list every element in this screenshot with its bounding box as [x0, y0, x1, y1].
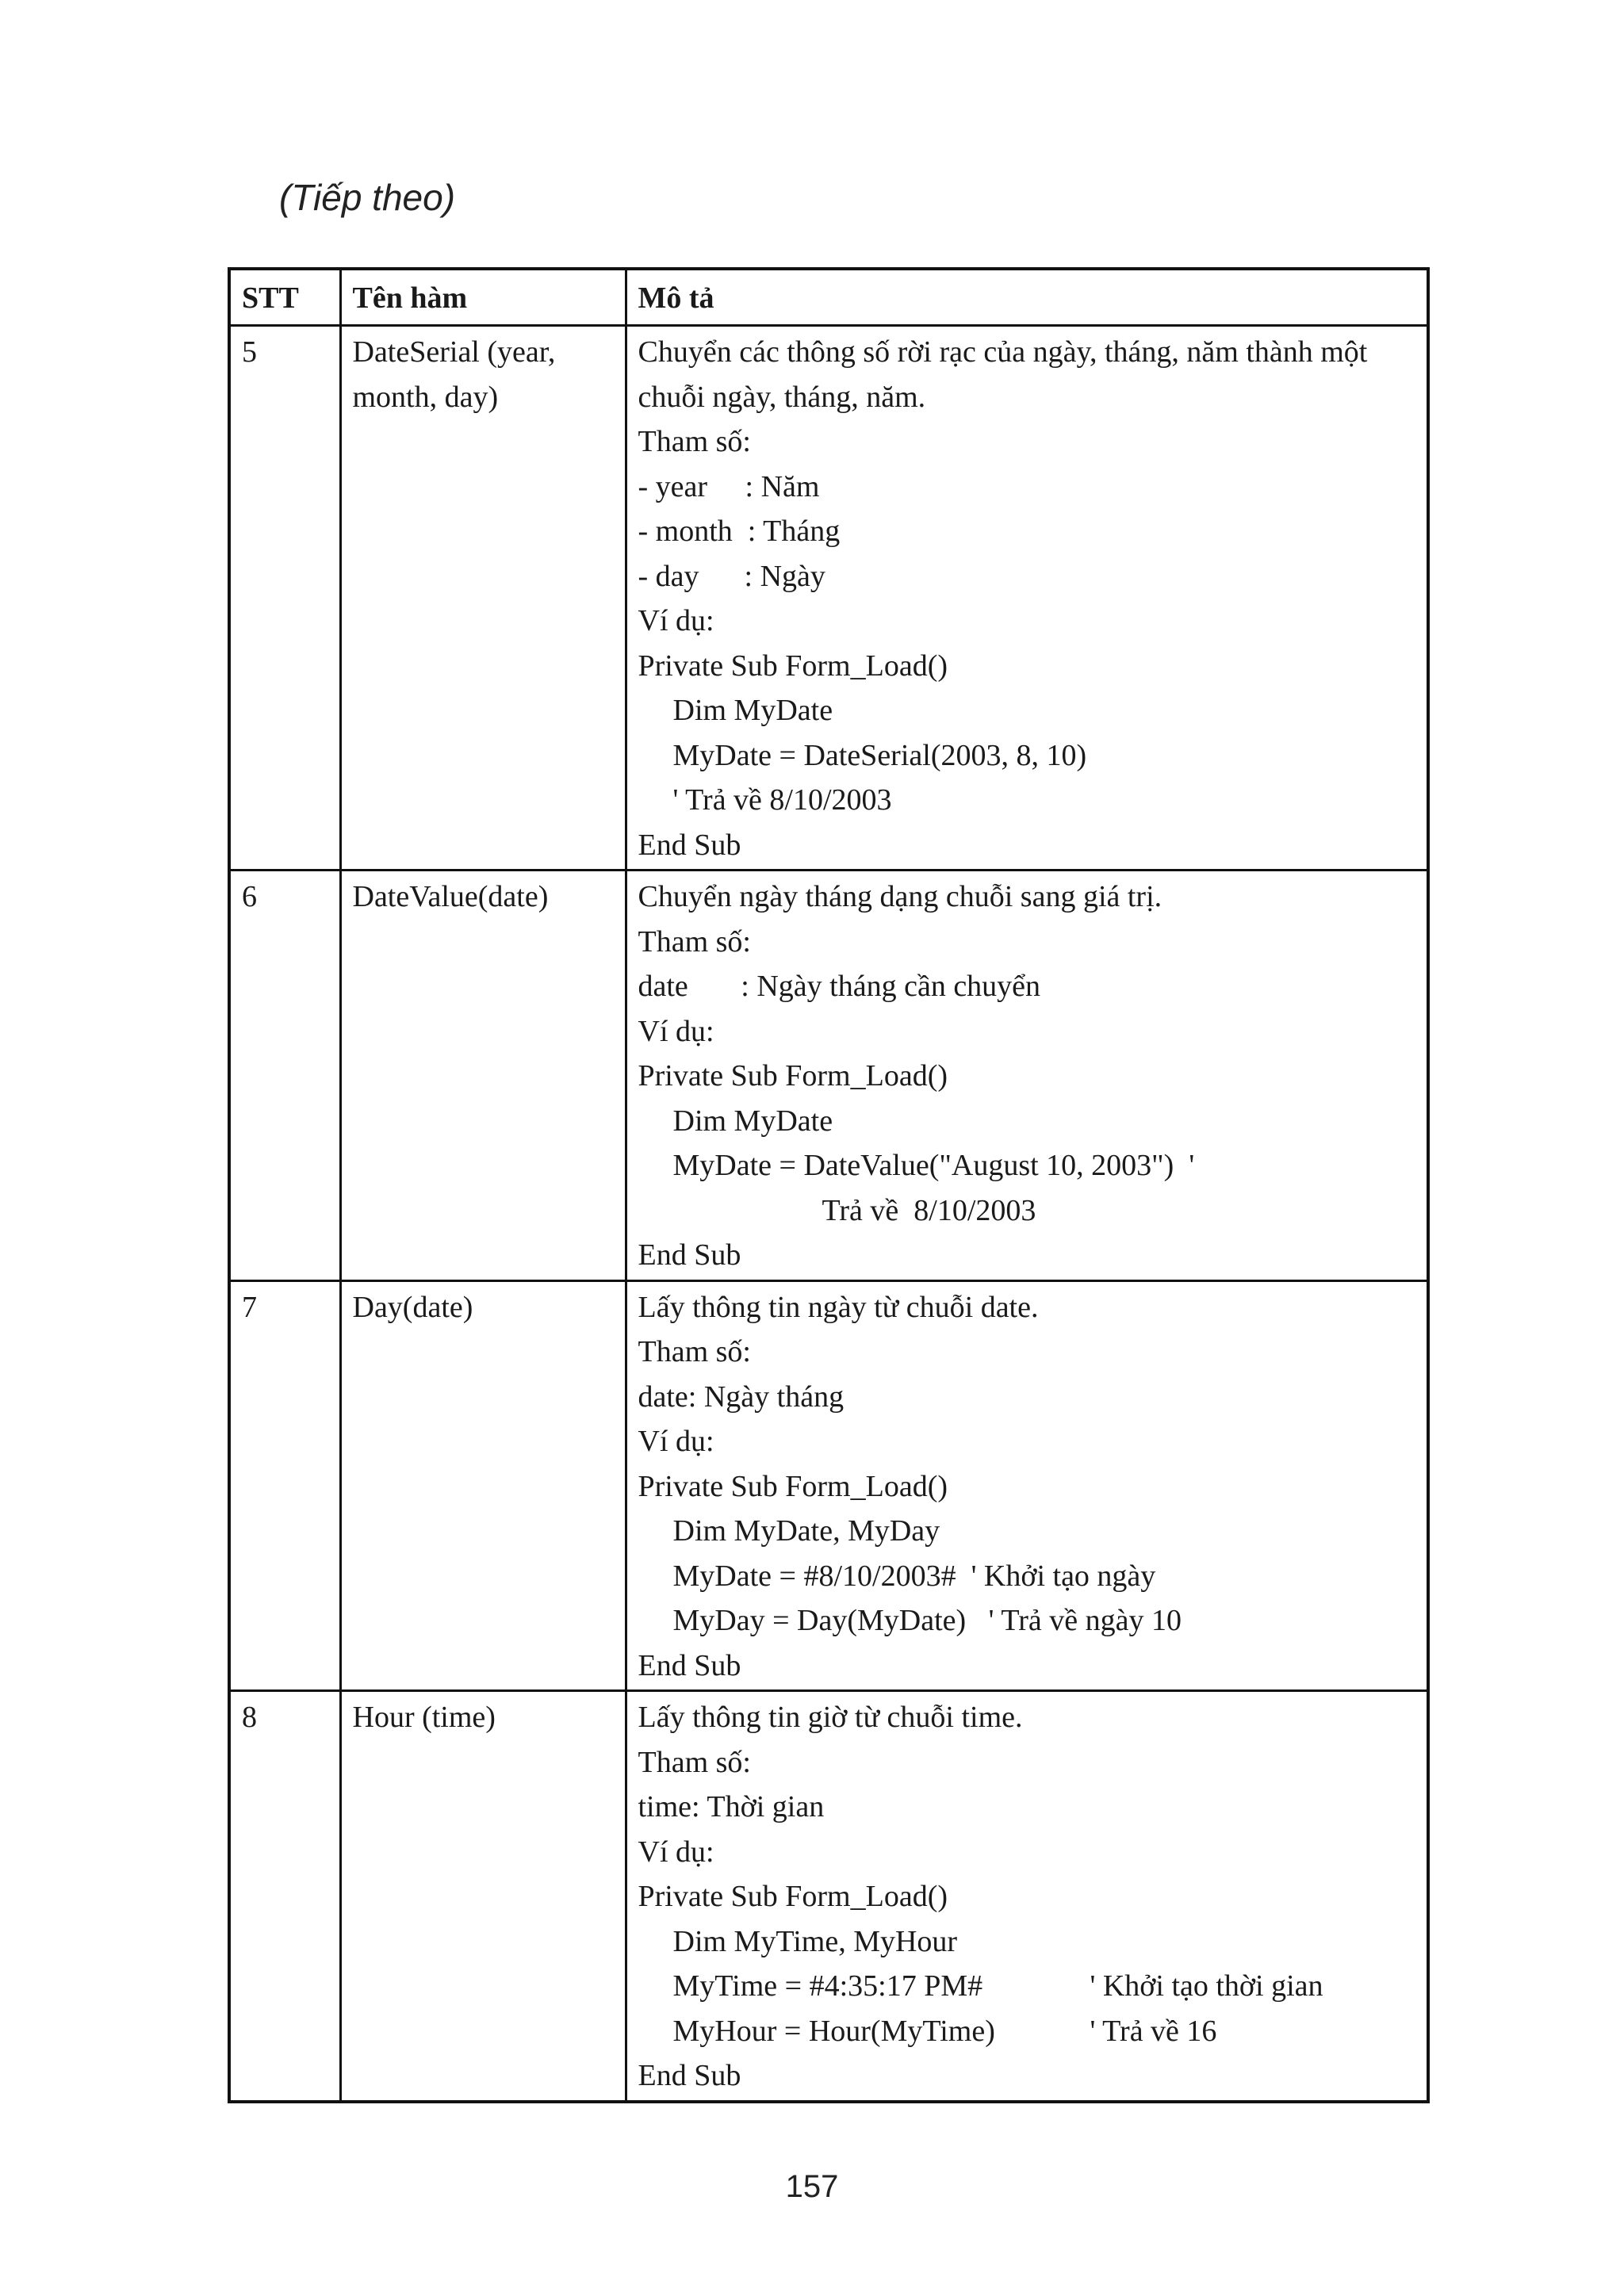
code-line: Dim MyDate — [672, 694, 833, 727]
row-function-name: Hour (time) — [340, 1691, 626, 2102]
code-line: End Sub — [638, 828, 741, 862]
table-row — [229, 871, 1428, 1281]
param-line: date: Ngày tháng — [638, 1380, 845, 1414]
row-description — [626, 1280, 1428, 1691]
row-description — [626, 326, 1428, 871]
desc-summary: Chuyển ngày tháng dạng chuỗi sang giá trị. — [638, 880, 1162, 913]
params-label: Tham số: — [638, 924, 751, 959]
code-comment: ' Trả về 8/10/2003 — [672, 783, 892, 817]
code-line: Dim MyDate, MyDay — [672, 1514, 940, 1548]
code-line: End Sub — [638, 1648, 741, 1682]
row-description — [626, 871, 1428, 1281]
header-description: Mô tả — [626, 269, 1428, 326]
params-label: Tham số: — [638, 1745, 751, 1779]
header-stt: STT — [229, 269, 340, 326]
code-line: End Sub — [638, 1238, 741, 1272]
code-statement: MyTime = #4:35:17 PM# — [672, 1969, 983, 2003]
code-comment: Trả về 8/10/2003 — [822, 1193, 1036, 1227]
params-label: Tham số: — [638, 425, 751, 458]
code-line: Private Sub Form_Load() — [638, 1059, 948, 1093]
example-label: Ví dụ: — [638, 604, 714, 637]
param-line: - day : Ngày — [638, 559, 825, 593]
param-line: - year : Năm — [638, 469, 820, 503]
example-label: Ví dụ: — [638, 1835, 714, 1869]
code-line — [638, 1964, 1416, 2009]
code-comment: ' Khởi tạo thời gian — [1090, 1969, 1323, 2003]
code-line: MyDate = DateValue("August 10, 2003") ' — [672, 1149, 1195, 1182]
desc-summary: Chuyển các thông số rời rạc của ngày, tháng, năm thành một chuỗi ngày, tháng, năm. — [638, 335, 1368, 414]
row-description — [626, 1691, 1428, 2102]
row-stt: 5 — [229, 326, 340, 871]
row-stt: 7 — [229, 1280, 340, 1691]
table-header-row — [229, 269, 1428, 326]
table-row — [229, 1280, 1428, 1691]
row-function-name: DateValue(date) — [340, 871, 626, 1281]
table-row — [229, 1691, 1428, 2102]
code-line: MyDay = Day(MyDate) ' Trả về ngày 10 — [672, 1604, 1182, 1637]
table-row — [229, 326, 1428, 871]
row-stt: 8 — [229, 1691, 340, 2102]
code-line: Dim MyTime, MyHour — [672, 1924, 958, 1958]
header-function-name: Tên hàm — [340, 269, 626, 326]
code-comment: ' Trả về 16 — [1090, 2014, 1217, 2048]
params-label: Tham số: — [638, 1335, 751, 1368]
desc-summary: Lấy thông tin ngày từ chuỗi date. — [638, 1290, 1039, 1324]
example-label: Ví dụ: — [638, 1014, 714, 1048]
page-number: 157 — [785, 2169, 839, 2204]
functions-table — [228, 267, 1430, 2103]
param-line: - month : Tháng — [638, 515, 841, 548]
code-line — [638, 2009, 1416, 2054]
row-function-name: DateSerial (year, month, day) — [340, 326, 626, 871]
code-line: Private Sub Form_Load() — [638, 649, 948, 683]
code-line: MyDate = DateSerial(2003, 8, 10) — [672, 738, 1087, 772]
code-line: Dim MyDate — [672, 1104, 833, 1138]
example-label: Ví dụ: — [638, 1425, 714, 1458]
code-statement: MyHour = Hour(MyTime) — [672, 2014, 995, 2048]
row-function-name: Day(date) — [340, 1280, 626, 1691]
param-line: date : Ngày tháng cần chuyển — [638, 970, 1041, 1003]
code-line: End Sub — [638, 2059, 741, 2092]
code-line: Private Sub Form_Load() — [638, 1469, 948, 1503]
param-line: time: Thời gian — [638, 1790, 825, 1823]
row-stt: 6 — [229, 871, 340, 1281]
code-line: MyDate = #8/10/2003# ' Khởi tạo ngày — [672, 1559, 1156, 1593]
code-line: Private Sub Form_Load() — [638, 1880, 948, 1913]
continued-label: (Tiếp theo) — [279, 177, 456, 218]
desc-summary: Lấy thông tin giờ từ chuỗi time. — [638, 1701, 1023, 1734]
